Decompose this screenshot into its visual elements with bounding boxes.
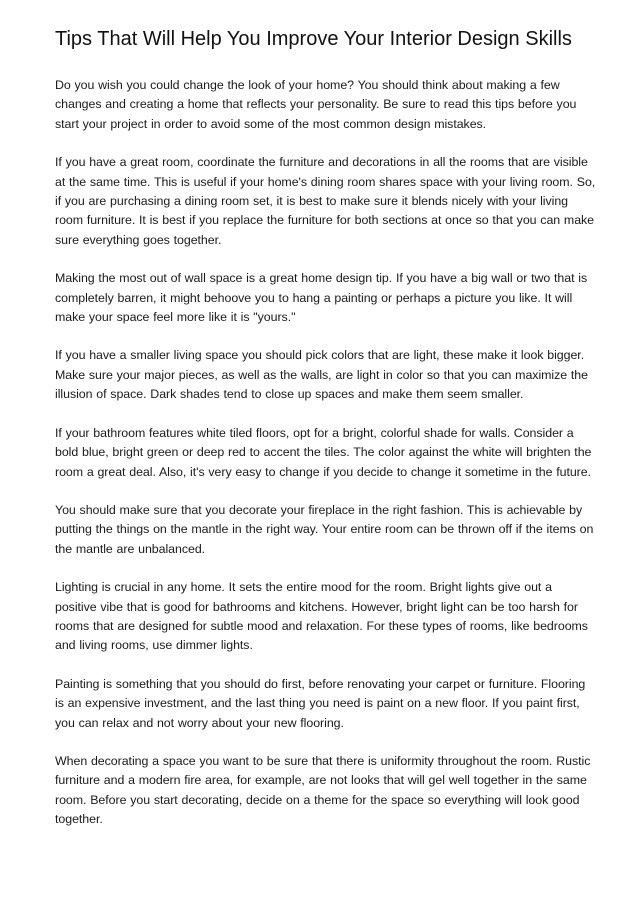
paragraph-9: When decorating a space you want to be sure that there is uniformity throughout the room. Rustic furniture and a modern fire area, for example, are not looks that will gel well together in the same room. Before you start decorating, decide on a theme for the space so everything will look good together. [55,753,591,827]
document-title: Tips That Will Help You Improve Your Interior Design Skills [55,28,572,50]
paragraph-8: Painting is something that you should do first, before renovating your carpet or furniture. Flooring is an expensive investment, and the last thing you need is paint on a new floor. If you paint first, you can relax and not worry about your new flooring. [55,676,586,730]
paragraph-2: If you have a great room, coordinate the furniture and decorations in all the rooms that are visible at the same time. This is useful if your home's dining room shares space with your living room. So, if you are purchasing a dining room set, it is best to make sure it blends nicely with your living room furniture. It is best if you replace the furniture for both sections at once so that you can make sure everything goes together. [55,155,596,247]
paragraph-3: Making the most out of wall space is a great home design tip. If you have a big wall or two that is completely barren, it might behoove you to hang a painting or perhaps a picture you like. It will make your space feel more like it is "yours." [55,271,588,325]
paragraph-6: You should make sure that you decorate your fireplace in the right fashion. This is achievable by putting the things on the mantle in the right way. Your entire room can be thrown off if the items on the mantle are unbalanced. [55,502,594,556]
paragraph-7: Lighting is crucial in any home. It sets the entire mood for the room. Bright lights give out a positive vibe that is good for bathrooms and kitchens. However, bright light can be too harsh for rooms that are designed for subtle mood and relaxation. For these types of rooms, like bedrooms and living rooms, use dimmer lights. [55,580,588,653]
paragraph-4: If you have a smaller living space you should pick colors that are light, these make it look bigger. Make sure your major pieces, as well as the walls, are light in color so that you can maximize the illusion of space. Dark shades tend to close up spaces and make them seem smaller. [55,348,588,402]
paragraph-1: Do you wish you could change the look of your home? You should think about making a few changes and creating a home that reflects your personality. Be sure to read this tips before you start your project in order to avoid some of the most common design mistakes. [55,78,577,131]
paragraph-5: If your bathroom features white tiled floors, opt for a bright, colorful shade for walls. Consider a bold blue, bright green or deep red to accent the tiles. The color against the white will brighten the room a great deal. Also, it's very easy to change if you decide to change it sometime in the future. [55,425,592,479]
